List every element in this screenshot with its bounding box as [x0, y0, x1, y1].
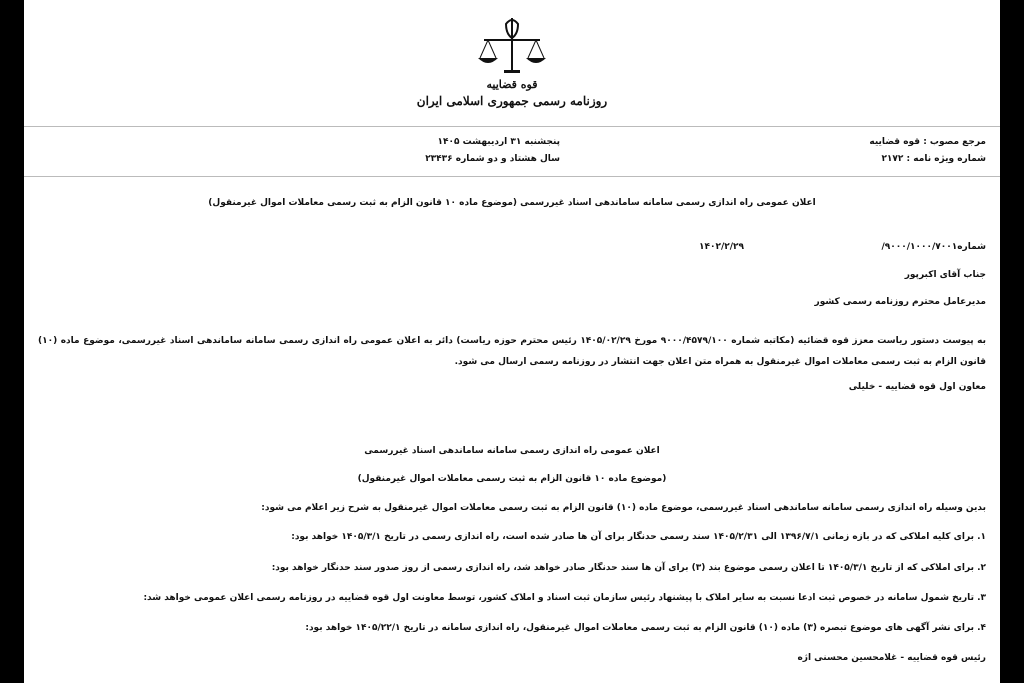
- list-item: ۱. برای کلیه املاکی که در بازه زمانی ۱۳۹۶/۷/۱ الی ۱۴۰۵/۲/۳۱ سند رسمی حدنگار برای آن ها صادر شده است، راه اندازی رسمی در تاریخ ۱۴۰۵/۳/۱ خواهد بود:: [291, 532, 986, 542]
- final-signature: رئیس قوه قضاییه - غلامحسین محسنی اژه: [797, 653, 986, 663]
- letter-date: ۱۴۰۲/۲/۲۹: [698, 242, 744, 252]
- header-divider: [24, 126, 1000, 127]
- salutation: جناب آقای اکبرپور: [904, 270, 986, 280]
- gazette-header: [24, 14, 1000, 108]
- gazette-page: [24, 0, 1000, 683]
- document-title: اعلان عمومی راه اندازی رسمی سامانه ساماندهی اسناد غیررسمی (موضوع ماده ۱۰ قانون الزام به ثبت رسمی معاملات اموال غیرمنقول): [208, 198, 816, 208]
- publication-date: پنجشنبه ۳۱ اردیبهشت ۱۴۰۵: [437, 137, 560, 147]
- salutation-title: مدیرعامل محترم روزنامه رسمی کشور: [814, 297, 986, 307]
- list-item: ۳. تاریخ شمول سامانه در خصوص ثبت ادعا نسبت به سایر املاک با پیشنهاد رئیس سازمان ثبت اسناد و املاک کشور، توسط معاونت اول قوه قضاییه در روزنامه رسمی اعلان عمومی خواهد شد:: [143, 593, 986, 603]
- intro-paragraph: به پیوست دستور ریاست معزز قوه قضائیه (مکاتبه شماره ۹۰۰۰/۴۵۷۹/۱۰۰ مورخ ۱۴۰۵/۰۲/۲۹ رئیس محترم حوزه ریاست) دائر به اعلان عمومی راه اندازی رسمی سامانه ساماندهی اسناد غیررسمی، موضوع ماده (۱۰) قانون الزام به ثبت رسمی معاملات اموال غیرمنقول به همراه متن اعلان جهت انتشار در روزنامه رسمی ارسال می شود.: [38, 336, 986, 367]
- list-item: ۴. برای نشر آگهی های موضوع تبصره (۳) ماده (۱۰) قانون الزام به ثبت رسمی معاملات اموال غیرمنقول، راه اندازی سامانه در تاریخ ۱۴۰۵/۲۲/۱ خواهد بود:: [305, 623, 986, 633]
- meta-divider: [24, 176, 1000, 177]
- judiciary-emblem-icon: [472, 14, 552, 76]
- org-name: قوه قضاییه: [486, 78, 538, 91]
- gazette-name: روزنامه رسمی جمهوری اسلامی ایران: [416, 94, 608, 108]
- announcement-intro: بدین وسیله راه اندازی رسمی سامانه ساماندهی اسناد غیررسمی، موضوع ماده (۱۰) قانون الزام به ثبت رسمی معاملات اموال غیرمنقول به شرح زیر اعلام می شود:: [261, 503, 986, 513]
- list-item: ۲. برای املاکی که از تاریخ ۱۴۰۵/۳/۱ تا اعلان رسمی موضوع بند (۳) برای آن ها سند حدنگار صادر خواهد شد، راه اندازی رسمی از روز صدور سند حدنگار خواهد بود:: [271, 563, 986, 573]
- approving-authority: مرجع مصوب : قوه قضاییه: [869, 137, 986, 147]
- special-issue-number: شماره ویژه نامه : ۲۱۷۲: [881, 154, 986, 164]
- sender-signature: معاون اول قوه قضاییه - خلیلی: [848, 382, 986, 392]
- announcement-title: اعلان عمومی راه اندازی رسمی سامانه ساماندهی اسناد غیررسمی: [364, 446, 660, 456]
- letter-number: شماره۹۰۰۰/۱۰۰۰/۷۰۰۱/: [881, 242, 986, 252]
- year-issue-number: سال هشتاد و دو شماره ۲۳۴۳۶: [425, 154, 560, 164]
- announcement-subtitle: (موضوع ماده ۱۰ قانون الزام به ثبت رسمی معاملات اموال غیرمنقول): [357, 474, 667, 484]
